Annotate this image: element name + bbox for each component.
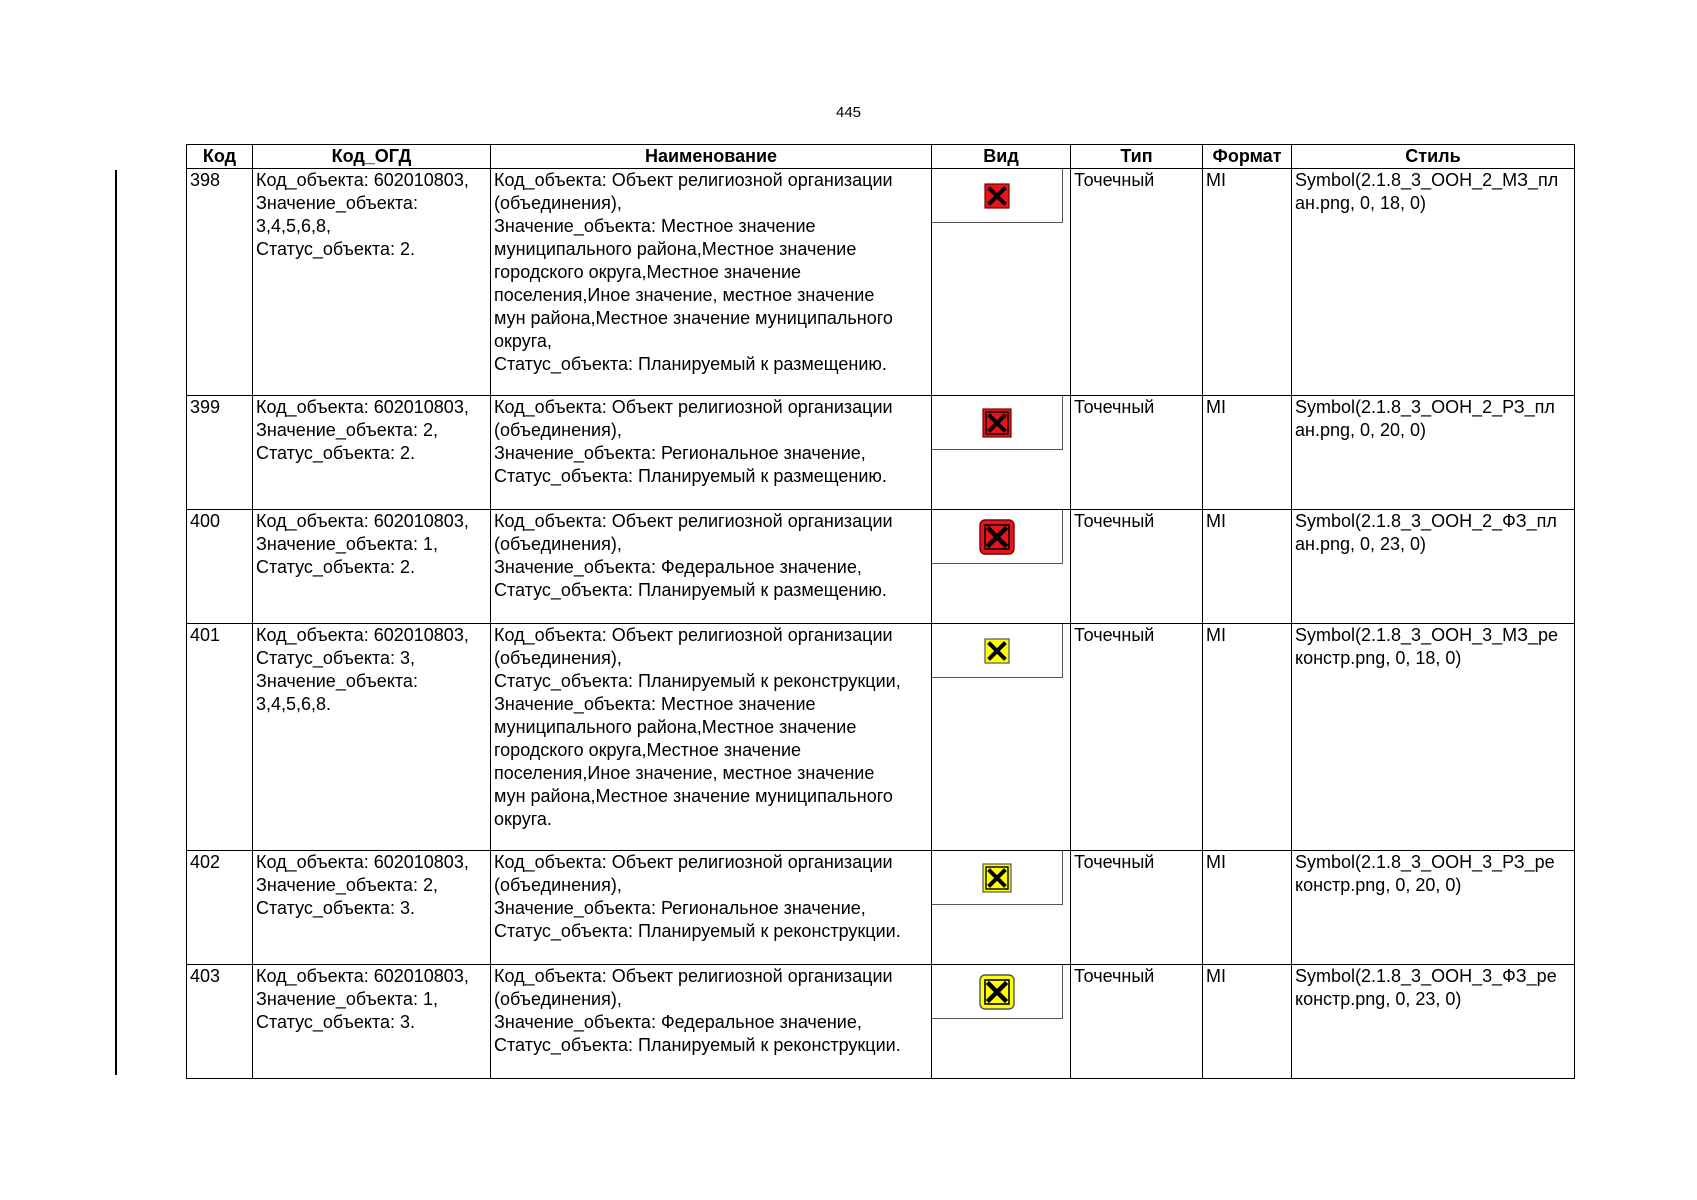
cell-type: Точечный (1071, 510, 1203, 624)
cell-view (932, 169, 1071, 396)
cell-kod-ogd: Код_объекта: 602010803, Значение_объекта: 2, Статус_объекта: 2. (253, 396, 491, 510)
cell-style: Symbol(2.1.8_3_ООН_2_ФЗ_пл ан.png, 0, 23, 0) (1292, 510, 1575, 624)
table-row (187, 851, 1575, 965)
table-row (187, 965, 1575, 1079)
cell-format: MI (1203, 965, 1292, 1079)
cell-kod-ogd: Код_объекта: 602010803, Значение_объекта: 1, Статус_объекта: 2. (253, 510, 491, 624)
icon-box (932, 965, 1063, 1019)
cell-kod: 402 (187, 851, 253, 965)
cell-kod: 398 (187, 169, 253, 396)
icon-box (932, 169, 1063, 223)
cell-type: Точечный (1071, 169, 1203, 396)
red-cross-icon (984, 183, 1010, 209)
table-row (187, 396, 1575, 510)
cell-kod: 403 (187, 965, 253, 1079)
header-type: Тип (1071, 145, 1203, 169)
cell-kod: 401 (187, 624, 253, 851)
cell-kod-ogd: Код_объекта: 602010803, Значение_объекта: 3,4,5,6,8, Статус_объекта: 2. (253, 169, 491, 396)
cell-name: Код_объекта: Объект религиозной организации (объединения), Значение_объекта: Федеральное значение, Статус_объекта: Планируемый к размещению. (491, 510, 932, 624)
cell-view (932, 851, 1071, 965)
icon-box (932, 510, 1063, 564)
cell-view (932, 510, 1071, 624)
cell-type: Точечный (1071, 396, 1203, 510)
cell-style: Symbol(2.1.8_3_ООН_2_РЗ_пл ан.png, 0, 20, 0) (1292, 396, 1575, 510)
cell-name: Код_объекта: Объект религиозной организации (объединения), Значение_объекта: Региональное значение, Статус_объекта: Планируемый к размещению. (491, 396, 932, 510)
yellow-cross-icon (982, 863, 1012, 893)
header-style: Стиль (1292, 145, 1575, 169)
icon-box (932, 624, 1063, 678)
cell-kod-ogd: Код_объекта: 602010803, Статус_объекта: 3, Значение_объекта: 3,4,5,6,8. (253, 624, 491, 851)
header-view: Вид (932, 145, 1071, 169)
cell-name: Код_объекта: Объект религиозной организации (объединения), Статус_объекта: Планируемый к реконструкции, Значение_объекта: Местное значение муниципального района,Местное значение городского округа,Местное значение поселения,Иное значение, местное значение мун района,Местное значение муниципального округа. (491, 624, 932, 851)
cell-kod: 399 (187, 396, 253, 510)
legend-table (186, 144, 1575, 1079)
cell-style: Symbol(2.1.8_3_ООН_3_ФЗ_ре констр.png, 0, 23, 0) (1292, 965, 1575, 1079)
header-name: Наименование (491, 145, 932, 169)
header-format: Формат (1203, 145, 1292, 169)
cell-format: MI (1203, 169, 1292, 396)
cell-type: Точечный (1071, 965, 1203, 1079)
cell-name: Код_объекта: Объект религиозной организации (объединения), Значение_объекта: Местное значение муниципального района,Местное значение городского округа,Местное значение поселения,Иное значение, местное значение мун района,Местное значение муниципального округа, Статус_объекта: Планируемый к размещению. (491, 169, 932, 396)
table-row (187, 169, 1575, 396)
cell-name: Код_объекта: Объект религиозной организации (объединения), Значение_объекта: Федеральное значение, Статус_объекта: Планируемый к реконструкции. (491, 965, 932, 1079)
cell-type: Точечный (1071, 624, 1203, 851)
header-kod: Код (187, 145, 253, 169)
cell-kod: 400 (187, 510, 253, 624)
yellow-cross-icon (979, 974, 1015, 1010)
table-row (187, 510, 1575, 624)
yellow-cross-icon (984, 638, 1010, 664)
cell-format: MI (1203, 624, 1292, 851)
cell-name: Код_объекта: Объект религиозной организации (объединения), Значение_объекта: Региональное значение, Статус_объекта: Планируемый к реконструкции. (491, 851, 932, 965)
red-cross-icon (982, 408, 1012, 438)
red-cross-icon (979, 519, 1015, 555)
cell-view (932, 396, 1071, 510)
cell-style: Symbol(2.1.8_3_ООН_2_МЗ_пл ан.png, 0, 18, 0) (1292, 169, 1575, 396)
cell-view (932, 624, 1071, 851)
margin-line (115, 170, 117, 1075)
cell-format: MI (1203, 851, 1292, 965)
page-number: 445 (835, 104, 862, 121)
icon-box (932, 396, 1063, 450)
cell-format: MI (1203, 510, 1292, 624)
table-row (187, 624, 1575, 851)
cell-format: MI (1203, 396, 1292, 510)
cell-view (932, 965, 1071, 1079)
table-header-row (187, 145, 1575, 169)
header-kod-ogd: Код_ОГД (253, 145, 491, 169)
cell-style: Symbol(2.1.8_3_ООН_3_РЗ_ре констр.png, 0, 20, 0) (1292, 851, 1575, 965)
cell-kod-ogd: Код_объекта: 602010803, Значение_объекта: 1, Статус_объекта: 3. (253, 965, 491, 1079)
cell-type: Точечный (1071, 851, 1203, 965)
cell-style: Symbol(2.1.8_3_ООН_3_МЗ_ре констр.png, 0, 18, 0) (1292, 624, 1575, 851)
icon-box (932, 851, 1063, 905)
cell-kod-ogd: Код_объекта: 602010803, Значение_объекта: 2, Статус_объекта: 3. (253, 851, 491, 965)
